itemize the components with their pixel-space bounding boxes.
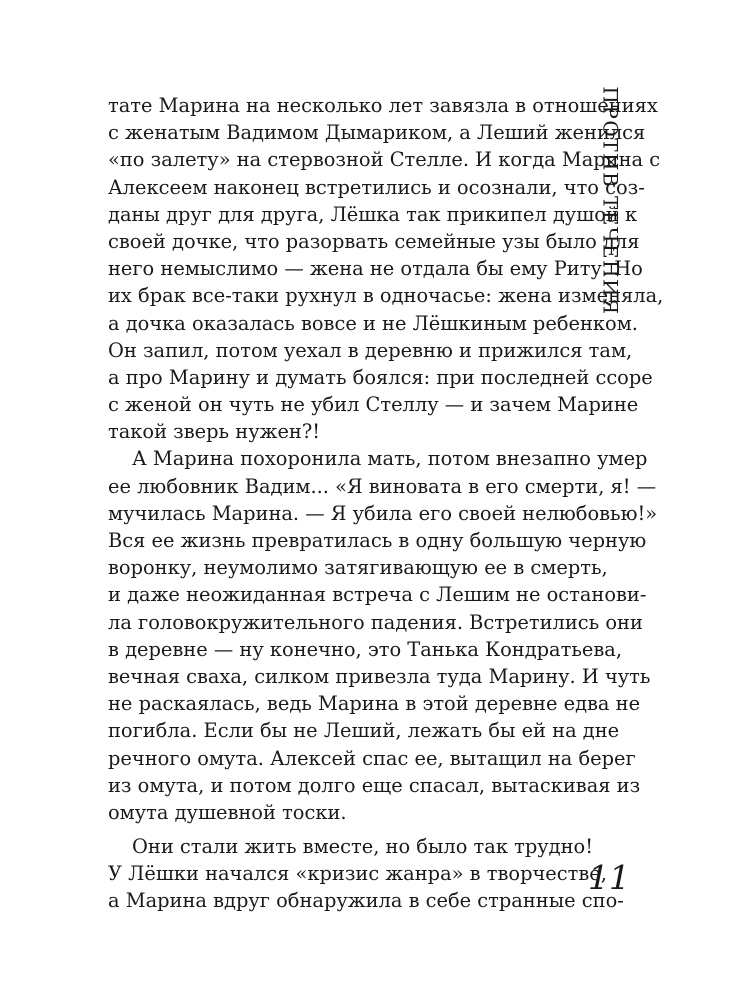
text-line: погибла. Если бы не Леший, лежать бы ей на дне: [108, 719, 620, 743]
text-line: их брак все-таки рухнул в одночасье: жена изменяла,: [108, 284, 664, 308]
text-line: с женой он чуть не убил Стеллу — и зачем Марине: [108, 393, 639, 417]
text-line: ла головокружительного падения. Встретились они: [108, 610, 643, 634]
text-line: «по залету» на стервозной Стелле. И когда Марина с: [108, 148, 661, 172]
text-line: Он запил, потом уехал в деревню и прижился там,: [108, 338, 633, 362]
text-line: в деревне — ну конечно, это Танька Кондратьева,: [108, 637, 623, 661]
text-line: своей дочке, что разорвать семейные узы было для: [108, 229, 640, 253]
text-line: омута душевной тоски.: [108, 800, 347, 824]
text-line: и даже неожиданная встреча с Лешим не останови-: [108, 583, 647, 607]
text-line: не раскаялась, ведь Марина в этой деревне едва не: [108, 692, 641, 716]
text-line: тате Марина на несколько лет завязла в отношениях: [108, 94, 658, 117]
text-line: мучилась Марина. — Я убила его своей нелюбовью!»: [108, 501, 658, 525]
text-line: него немыслимо — жена не отдала бы ему Риту. Но: [108, 257, 643, 281]
text-line: Они стали жить вместе, но было так трудно!: [132, 835, 594, 859]
text-line: вечная сваха, силком привезла туда Марину. И чуть: [108, 664, 651, 688]
text-line: воронку, неумолимо затягивающую ее в смерть,: [108, 556, 608, 580]
running-head-text: ПРОТИВ ТЕЧЕНИЯ: [598, 85, 623, 316]
text-line: с женатым Вадимом Дымариком, а Леший женился: [108, 121, 646, 145]
text-line: а дочка оказалась вовсе и не Лёшкиным ребенком.: [108, 311, 638, 335]
page-number: 11: [588, 858, 630, 897]
running-head: [598, 85, 623, 316]
text-line: речного омута. Алексей спас ее, вытащил на берег: [108, 746, 636, 770]
text-line: а про Марину и думать боялся: при последней ссоре: [108, 365, 653, 389]
text-line: такой зверь нужен?!: [108, 420, 321, 444]
text-line: Алексеем наконец встретились и осознали, что соз-: [108, 175, 645, 199]
text-line: А Марина похоронила мать, потом внезапно умер: [132, 447, 648, 471]
text-line: ее любовник Вадим... «Я виновата в его смерти, я! —: [108, 474, 657, 498]
text-line: из омута, и потом долго еще спасал, вытаскивая из: [108, 773, 641, 797]
text-line: а Марина вдруг обнаружила в себе странные спо-: [108, 889, 624, 913]
text-line: Вся ее жизнь превратилась в одну большую черную: [108, 529, 647, 552]
text-line: У Лёшки начался «кризис жанра» в творчестве,: [108, 862, 607, 886]
text-line: даны друг для друга, Лёшка так прикипел душой к: [108, 202, 638, 226]
